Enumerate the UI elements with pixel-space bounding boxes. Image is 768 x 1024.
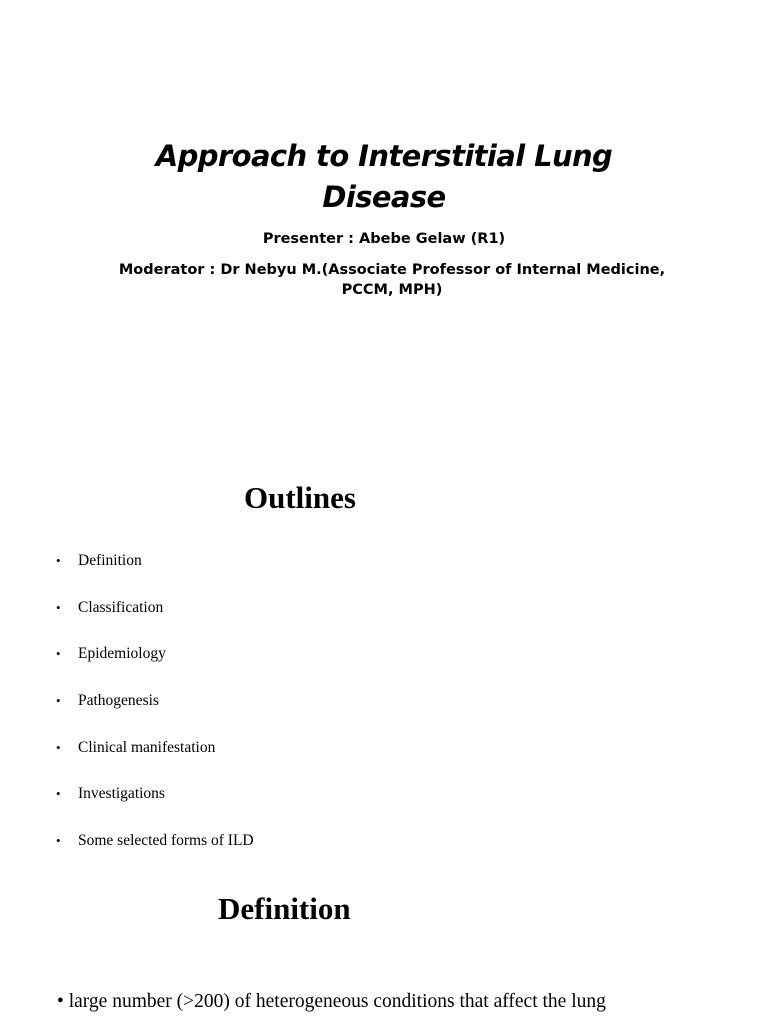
bullet-icon: • — [56, 599, 61, 615]
bullet-icon: • — [56, 786, 61, 802]
outline-item-label: Clinical manifestation — [78, 738, 216, 756]
bullet-icon: • — [56, 739, 61, 755]
outline-item-label: Classification — [78, 598, 164, 616]
presentation-title — [0, 136, 768, 218]
definition-text: • large number (>200) of heterogeneous conditions that affect the lung — [57, 991, 606, 1012]
definition-heading: Definition — [218, 891, 351, 926]
outline-item-label: Pathogenesis — [78, 692, 159, 710]
moderator-line-1: Moderator : Dr Nebyu M.(Associate Professor of Internal Medicine, — [118, 262, 666, 278]
bullet-icon: • — [56, 693, 61, 709]
moderator-line-2: PCCM, MPH) — [341, 282, 443, 298]
bullet-icon: • — [56, 553, 61, 568]
outline-item-label: Definition — [78, 552, 142, 569]
outline-item-label: Epidemiology — [78, 645, 166, 663]
bullet-icon: • — [56, 646, 61, 662]
bullet-icon: • — [56, 833, 61, 849]
outline-item-label: Some selected forms of ILD — [78, 832, 254, 850]
title-line-2: Disease — [322, 180, 446, 214]
outline-heading: Outlines — [244, 480, 356, 515]
title-slide — [0, 0, 768, 440]
outline-item-label: Investigations — [78, 785, 165, 803]
moderator-text — [110, 260, 674, 300]
presenter-text: Presenter : Abebe Gelaw (R1) — [262, 231, 506, 247]
title-line-1: Approach to Interstitial Lung — [155, 139, 613, 173]
